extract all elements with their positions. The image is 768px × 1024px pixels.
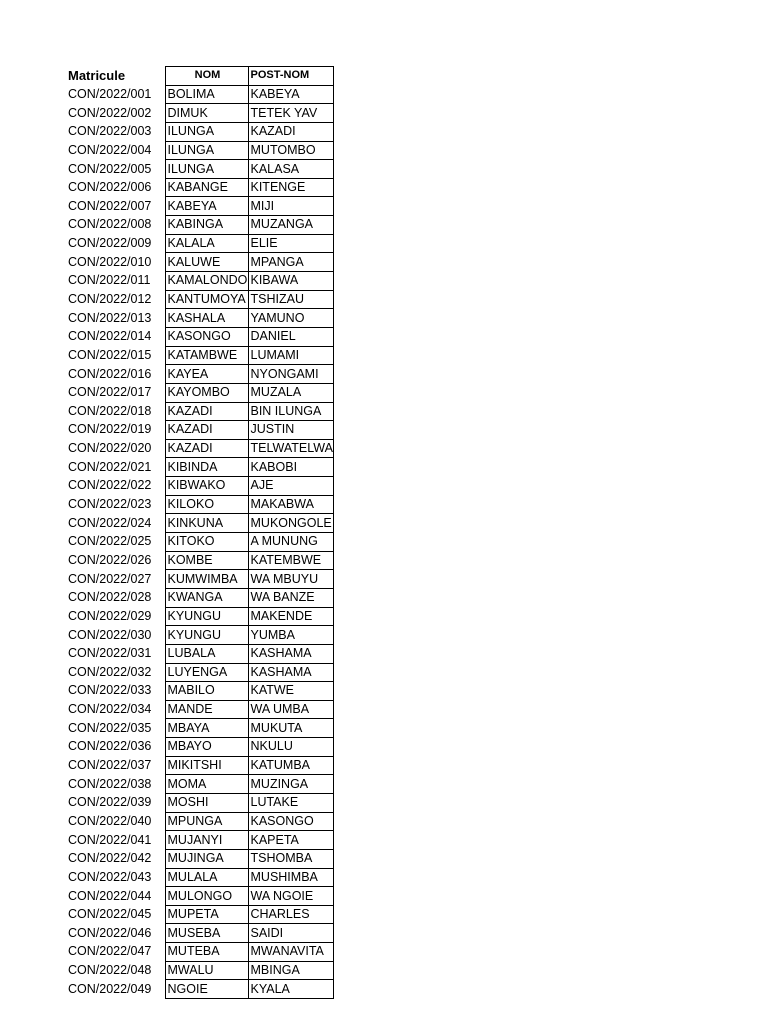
nom-cell: MUSEBA (165, 924, 248, 943)
post-nom-cell: MIJI (248, 197, 333, 216)
post-nom-cell: MUZINGA (248, 775, 333, 794)
post-nom-cell: TETEK YAV (248, 104, 333, 123)
post-nom-cell: MAKABWA (248, 495, 333, 514)
matricule-cell: CON/2022/002 (68, 105, 152, 120)
matricule-cell: CON/2022/013 (68, 310, 152, 325)
table-row (66, 793, 333, 812)
post-nom-cell: KATWE (248, 682, 333, 701)
matricule-cell: CON/2022/033 (68, 683, 152, 698)
post-nom-cell: MUTOMBO (248, 141, 333, 160)
table-row (66, 551, 333, 570)
post-nom-cell: WA MBUYU (248, 570, 333, 589)
post-nom-cell: MUKUTA (248, 719, 333, 738)
post-nom-cell: TELWATELWA (248, 439, 333, 458)
post-nom-cell: TSHOMBA (248, 849, 333, 868)
nom-cell: KILOKO (165, 495, 248, 514)
post-nom-cell: SAIDI (248, 924, 333, 943)
nom-cell: ILUNGA (165, 141, 248, 160)
post-nom-cell: YAMUNO (248, 309, 333, 328)
nom-cell: MBAYO (165, 738, 248, 757)
matricule-cell: CON/2022/047 (68, 944, 152, 959)
table-row (66, 216, 333, 235)
matricule-cell: CON/2022/008 (68, 217, 152, 232)
nom-cell: MOSHI (165, 793, 248, 812)
matricule-cell: CON/2022/034 (68, 702, 152, 717)
post-nom-cell: KIBAWA (248, 272, 333, 291)
post-nom-cell: DANIEL (248, 327, 333, 346)
nom-cell: KAZADI (165, 421, 248, 440)
matricule-cell: CON/2022/037 (68, 758, 152, 773)
nom-cell: MULALA (165, 868, 248, 887)
matricule-cell: CON/2022/009 (68, 236, 152, 251)
matricule-cell: CON/2022/011 (68, 273, 151, 288)
table-row (66, 514, 333, 533)
post-nom-cell: KASHAMA (248, 663, 333, 682)
nom-cell: KITOKO (165, 533, 248, 552)
matricule-cell: CON/2022/023 (68, 497, 152, 512)
post-nom-cell: LUMAMI (248, 346, 333, 365)
table-row (66, 626, 333, 645)
table-row (66, 775, 333, 794)
student-roster-sheet (66, 66, 334, 999)
nom-cell: MOMA (165, 775, 248, 794)
post-nom-cell: TSHIZAU (248, 290, 333, 309)
post-nom-cell: YUMBA (248, 626, 333, 645)
matricule-cell: CON/2022/031 (68, 646, 152, 661)
roster-rows (66, 85, 333, 998)
table-row (66, 197, 333, 216)
table-row (66, 290, 333, 309)
nom-cell: KAZADI (165, 439, 248, 458)
post-nom-cell: KAPETA (248, 831, 333, 850)
table-row (66, 439, 333, 458)
table-row (66, 365, 333, 384)
matricule-cell: CON/2022/001 (68, 86, 152, 101)
matricule-cell: CON/2022/022 (68, 478, 152, 493)
table-row (66, 458, 333, 477)
table-row (66, 272, 333, 291)
nom-cell: MIKITSHI (165, 756, 248, 775)
nom-cell: MABILO (165, 682, 248, 701)
post-nom-cell: KAZADI (248, 122, 333, 141)
matricule-cell: CON/2022/042 (68, 851, 152, 866)
matricule-cell: CON/2022/049 (68, 981, 152, 996)
nom-cell: LUBALA (165, 644, 248, 663)
post-nom-cell: WA UMBA (248, 700, 333, 719)
matricule-cell: CON/2022/030 (68, 627, 152, 642)
matricule-cell: CON/2022/020 (68, 441, 152, 456)
matricule-cell: CON/2022/026 (68, 552, 152, 567)
matricule-cell: CON/2022/048 (68, 963, 152, 978)
table-row (66, 812, 333, 831)
nom-cell: MWALU (165, 961, 248, 980)
post-nom-cell: JUSTIN (248, 421, 333, 440)
table-row (66, 85, 333, 104)
matricule-cell: CON/2022/014 (68, 329, 152, 344)
table-row (66, 402, 333, 421)
post-nom-header: POST-NOM (248, 67, 333, 86)
post-nom-cell: CHARLES (248, 905, 333, 924)
nom-cell: KABINGA (165, 216, 248, 235)
matricule-cell: CON/2022/016 (68, 366, 152, 381)
matricule-cell: CON/2022/044 (68, 888, 152, 903)
matricule-cell: CON/2022/046 (68, 925, 152, 940)
matricule-cell: CON/2022/006 (68, 180, 152, 195)
table-row (66, 961, 333, 980)
roster-table (66, 66, 334, 999)
post-nom-cell: NYONGAMI (248, 365, 333, 384)
nom-cell: LUYENGA (165, 663, 248, 682)
table-row (66, 383, 333, 402)
post-nom-cell: ELIE (248, 234, 333, 253)
post-nom-cell: BIN ILUNGA (248, 402, 333, 421)
post-nom-cell: KYALA (248, 980, 333, 999)
table-row (66, 924, 333, 943)
nom-cell: KABEYA (165, 197, 248, 216)
post-nom-cell: A MUNUNG (248, 533, 333, 552)
nom-cell: MPUNGA (165, 812, 248, 831)
table-row (66, 756, 333, 775)
table-row (66, 570, 333, 589)
matricule-cell: CON/2022/028 (68, 590, 152, 605)
table-row (66, 868, 333, 887)
post-nom-cell: KABOBI (248, 458, 333, 477)
table-row (66, 178, 333, 197)
table-row (66, 905, 333, 924)
nom-cell: MUJANYI (165, 831, 248, 850)
nom-cell: KAYOMBO (165, 383, 248, 402)
table-row (66, 346, 333, 365)
post-nom-cell: NKULU (248, 738, 333, 757)
nom-cell: KIBWAKO (165, 477, 248, 496)
nom-cell: MULONGO (165, 887, 248, 906)
table-row (66, 104, 333, 123)
post-nom-cell: KASONGO (248, 812, 333, 831)
matricule-cell: CON/2022/029 (68, 608, 152, 623)
matricule-cell: CON/2022/004 (68, 142, 152, 157)
table-row (66, 533, 333, 552)
post-nom-cell: MUSHIMBA (248, 868, 333, 887)
table-row (66, 831, 333, 850)
table-row (66, 234, 333, 253)
table-row (66, 980, 333, 999)
table-row (66, 663, 333, 682)
table-row (66, 160, 333, 179)
nom-cell: KUMWIMBA (165, 570, 248, 589)
post-nom-cell: KITENGE (248, 178, 333, 197)
matricule-header: Matricule (68, 68, 126, 84)
post-nom-cell: AJE (248, 477, 333, 496)
nom-cell: KASONGO (165, 327, 248, 346)
table-row (66, 849, 333, 868)
table-row (66, 644, 333, 663)
table-row (66, 682, 333, 701)
nom-cell: MBAYA (165, 719, 248, 738)
matricule-cell: CON/2022/024 (68, 515, 152, 530)
post-nom-cell: MUZANGA (248, 216, 333, 235)
nom-header: NOM (165, 67, 248, 86)
matricule-cell: CON/2022/038 (68, 776, 152, 791)
post-nom-cell: MPANGA (248, 253, 333, 272)
table-row (66, 309, 333, 328)
matricule-cell: CON/2022/010 (68, 254, 152, 269)
post-nom-cell: WA NGOIE (248, 887, 333, 906)
matricule-cell: CON/2022/032 (68, 664, 152, 679)
matricule-cell: CON/2022/015 (68, 347, 152, 362)
matricule-cell: CON/2022/039 (68, 795, 152, 810)
matricule-cell: CON/2022/043 (68, 869, 152, 884)
table-row (66, 141, 333, 160)
nom-cell: KAYEA (165, 365, 248, 384)
nom-cell: KALUWE (165, 253, 248, 272)
table-row (66, 588, 333, 607)
post-nom-cell: KATUMBA (248, 756, 333, 775)
post-nom-cell: LUTAKE (248, 793, 333, 812)
post-nom-cell: KATEMBWE (248, 551, 333, 570)
nom-cell: KANTUMOYA (165, 290, 248, 309)
table-row (66, 943, 333, 962)
post-nom-cell: WA BANZE (248, 588, 333, 607)
nom-cell: KAMALONDO (165, 272, 248, 291)
nom-cell: ILUNGA (165, 160, 248, 179)
post-nom-cell: MBINGA (248, 961, 333, 980)
post-nom-cell: KABEYA (248, 85, 333, 104)
post-nom-cell: MWANAVITA (248, 943, 333, 962)
table-row (66, 719, 333, 738)
nom-cell: ILUNGA (165, 122, 248, 141)
nom-cell: KASHALA (165, 309, 248, 328)
nom-cell: KOMBE (165, 551, 248, 570)
nom-cell: KIBINDA (165, 458, 248, 477)
matricule-cell: CON/2022/012 (68, 292, 152, 306)
nom-cell: KINKUNA (165, 514, 248, 533)
table-row (66, 327, 333, 346)
matricule-cell: CON/2022/035 (68, 720, 152, 735)
post-nom-cell: MUKONGOLE (248, 514, 333, 533)
nom-cell: MANDE (165, 700, 248, 719)
header-row (66, 67, 333, 86)
table-row (66, 253, 333, 272)
matricule-cell: CON/2022/021 (68, 459, 152, 474)
post-nom-cell: MUZALA (248, 383, 333, 402)
table-row (66, 122, 333, 141)
matricule-cell: CON/2022/017 (68, 385, 152, 400)
table-row (66, 495, 333, 514)
post-nom-cell: MAKENDE (248, 607, 333, 626)
table-row (66, 738, 333, 757)
nom-cell: NGOIE (165, 980, 248, 999)
nom-cell: MUPETA (165, 905, 248, 924)
nom-cell: DIMUK (165, 104, 248, 123)
nom-cell: KYUNGU (165, 626, 248, 645)
matricule-cell: CON/2022/018 (68, 403, 152, 418)
nom-cell: KWANGA (165, 588, 248, 607)
matricule-cell: CON/2022/005 (68, 161, 152, 176)
nom-cell: KALALA (165, 234, 248, 253)
nom-cell: MUJINGA (165, 849, 248, 868)
table-row (66, 700, 333, 719)
table-row (66, 421, 333, 440)
matricule-cell: CON/2022/025 (68, 534, 152, 549)
matricule-cell: CON/2022/003 (68, 124, 152, 139)
nom-cell: KATAMBWE (165, 346, 248, 365)
nom-cell: KABANGE (165, 178, 248, 197)
matricule-cell: CON/2022/007 (68, 198, 152, 213)
nom-cell: BOLIMA (165, 85, 248, 104)
matricule-cell: CON/2022/036 (68, 739, 152, 754)
matricule-cell: CON/2022/045 (68, 907, 152, 922)
table-row (66, 477, 333, 496)
matricule-cell: CON/2022/041 (68, 832, 152, 847)
nom-cell: MUTEBA (165, 943, 248, 962)
matricule-cell: CON/2022/027 (68, 571, 152, 586)
matricule-cell: CON/2022/019 (68, 422, 152, 437)
nom-cell: KAZADI (165, 402, 248, 421)
nom-cell: KYUNGU (165, 607, 248, 626)
post-nom-cell: KASHAMA (248, 644, 333, 663)
table-row (66, 607, 333, 626)
matricule-cell: CON/2022/040 (68, 813, 152, 828)
table-row (66, 887, 333, 906)
post-nom-cell: KALASA (248, 160, 333, 179)
